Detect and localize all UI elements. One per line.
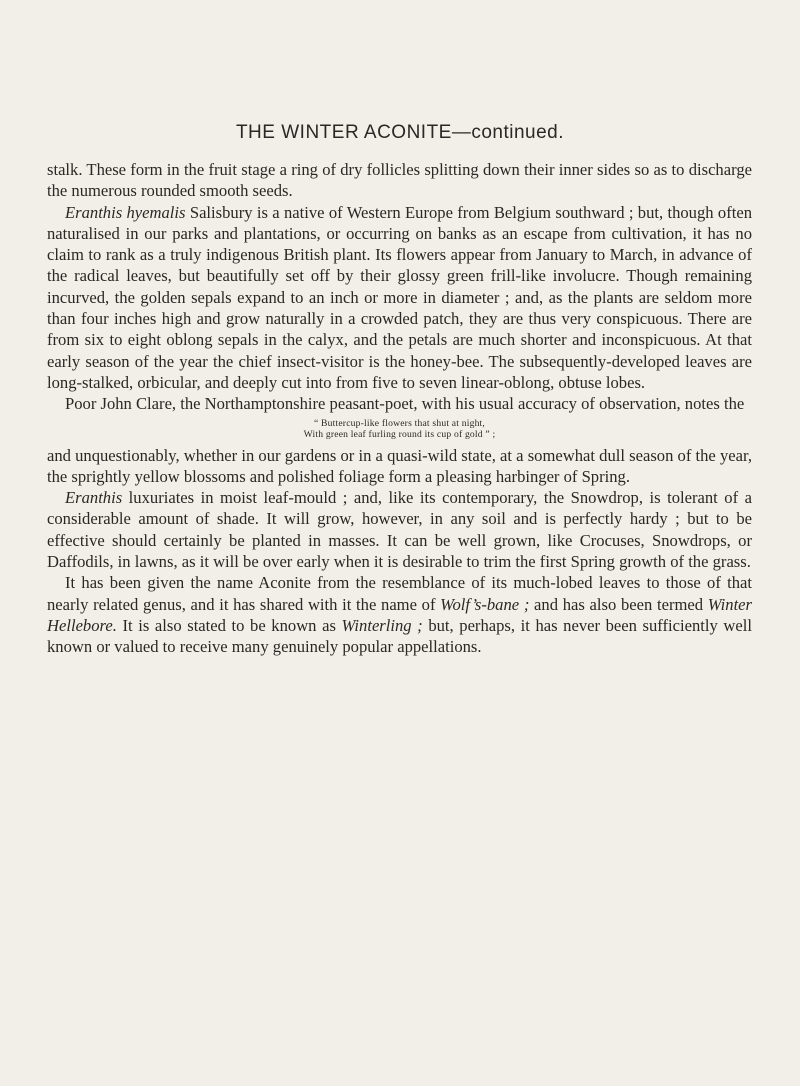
paragraph-john-clare: Poor John Clare, the Northamptonshire peasant-poet, with his usual accuracy of observation, notes the xyxy=(65,394,745,414)
page-title: THE WINTER ACONITE—continued. xyxy=(235,122,565,143)
paragraph-text: It has been given the name Aconite from the resemblance of its much-lobed leaves to those of that nearly related genus, and it has shared with it the name of xyxy=(47,573,752,614)
quote-line-1: “ Buttercup-like flowers that shut at night, xyxy=(313,417,486,429)
poem-quotation xyxy=(47,418,752,440)
genus-name: Eranthis xyxy=(65,488,123,508)
common-name-winter-hellebore: Winter Hellebore. xyxy=(47,594,752,635)
paragraph-cultivation xyxy=(47,487,752,572)
paragraph-names xyxy=(47,572,752,657)
paragraph-text: Salisbury is a native of Western Europe from Belgium southward ; but, though often naturalised in our parks and plantations, or occurring on banks as an escape from cultivation, it has no claim to rank as a truly indigenous British plant. Its flowers appear from January to March, in advance of the radical leaves, but beautifully set off by their glossy green frill-like involucre. Though remaining incurved, the golden sepals expand to an inch or more in diameter ; and, as the plants are seldom more than four inches high and grow naturally in a crowded patch, they are thus very conspicuous. There are from six to eight oblong sepals in the calyx, and the petals are much shorter and inconspicuous. At that early season of the year the chief insect-visitor is the honey-bee. The subsequently-developed leaves are long-stalked, orbicular, and deeply cut into from five to seven linear-oblong, obtuse lobes. xyxy=(47,202,752,392)
paragraph-text: luxuriates in moist leaf-mould ; and, like its contemporary, the Snowdrop, is tolerant of a considerable amount of shade. It will grow, however, in any soil and is perfectly hardy ; but to be effective should certainly be planted in masses. It can be well grown, like Crocuses, Snowdrops, or Daffodils, in lawns, as it will be over early when it is desirable to trim the first Spring growth of the grass. xyxy=(47,488,752,572)
paragraph-continuation: stalk. These form in the fruit stage a ring of dry follicles splitting down their inner sides so as to discharge the numerous rounded smooth seeds. xyxy=(47,160,752,201)
common-name-wolfsbane: Wolf’s-bane ; xyxy=(440,594,530,614)
paragraph-eranthis-description xyxy=(47,202,752,394)
quote-line-2: With green leaf furling round its cup of gold ” ; xyxy=(303,428,496,440)
paragraph-harbinger: and unquestionably, whether in our gardens or in a quasi-wild state, at a somewhat dull season of the year, the sprightly yellow blossoms and polished foliage form a pleasing harbinger of Spring. xyxy=(47,445,752,486)
paragraph-text: It is also stated to be known as xyxy=(116,615,342,635)
common-name-winterling: Winterling ; xyxy=(341,615,423,635)
page-body xyxy=(47,159,752,658)
paragraph-text: but, perhaps, it has never been sufficiently well known or valued to receive many genuinely popular appellations. xyxy=(47,615,752,657)
paragraph-text: and has also been termed xyxy=(529,594,708,614)
species-name: Eranthis hyemalis xyxy=(65,202,186,222)
